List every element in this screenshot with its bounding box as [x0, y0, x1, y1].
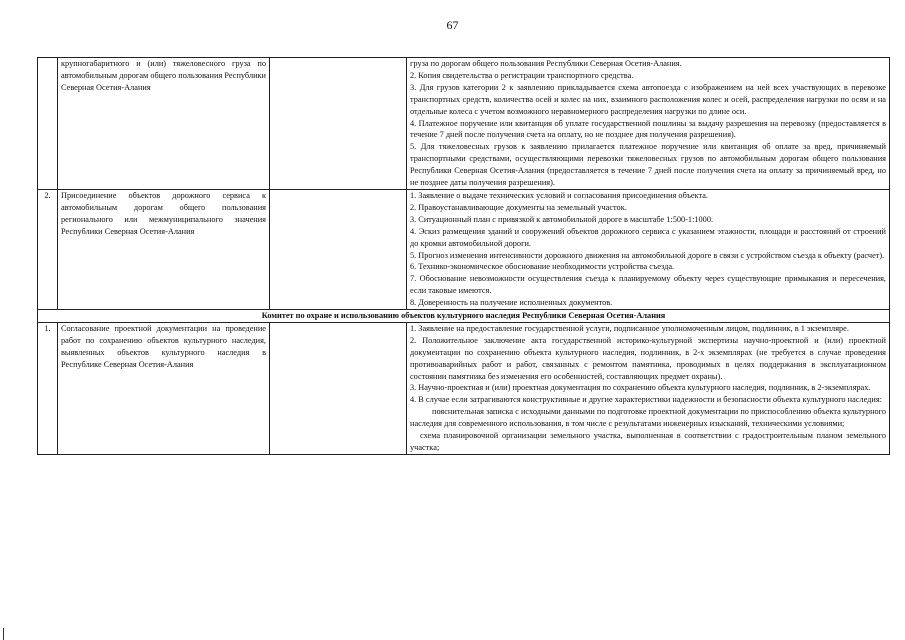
- table-row: [38, 322, 890, 454]
- document-item: 6. Технико-экономическое обоснование необходимости устройства съезда.: [410, 262, 675, 272]
- service-name: крупногабаритного и (или) тяжеловесного груза по автомобильным дорогам общего пользования Республики Северная Осетия-Алания: [58, 58, 270, 190]
- table-row: [38, 58, 890, 190]
- empty-cell: [270, 58, 407, 190]
- documents-list: [407, 189, 890, 309]
- document-item: 1. Заявление на предоставление государственной услуги, подписанное уполномоченным лицом, подлинник, в 1 экземпляре.: [410, 323, 849, 333]
- document-item: 4. Эскиз размещения зданий и сооружений объектов дорожного сервиса с указанием этажности, площади и расстояний от строений до кромки автомобильной дороги.: [410, 226, 886, 248]
- scan-edge-mark: [3, 628, 4, 640]
- table-row: [38, 189, 890, 309]
- service-name: Согласование проектной документации на проведение работ по сохранению объектов культурного наследия, выявленных объектов культурного наследия в Республике Северная Осетия-Алания: [58, 322, 270, 454]
- row-number: [38, 58, 58, 190]
- documents-list: [407, 322, 890, 454]
- row-number: 1.: [38, 322, 58, 454]
- row-number: 2.: [38, 189, 58, 309]
- services-table: [37, 57, 890, 455]
- service-name: Присоединение объектов дорожного сервиса к автомобильным дорогам общего пользования регионального или межмуниципального значения Республики Северная Осетия-Алания: [58, 189, 270, 309]
- document-item: 2. Копия свидетельства о регистрации транспортного средства.: [410, 70, 634, 80]
- document-item: пояснительная записка с исходными данными по подготовке проектной документации по приспособлению объекта культурного наследия для современного использования, в том числе с результатами инженерных изысканий, техническими условиями;: [410, 407, 886, 429]
- section-title: Комитет по охране и использованию объектов культурного наследия Республики Северная Осетия-Алания: [38, 310, 890, 323]
- document-item: 5. Прогноз изменения интенсивности дорожного движения на автомобильной дороге в связи с устройством съезда к объекту (расчет).: [410, 250, 885, 260]
- document-item: 3. Для грузов категории 2 к заявлению прикладывается схема автопоезда с изображением на ней всех участвующих в перевозке транспортных средств, количества осей и колес на них, взаимного расположения колес и осей, распределения нагрузки по осям и на отдельные колеса с учетом возможного неравномерного распределения нагрузки по длине оси.: [410, 82, 886, 116]
- document-item: схема планировочной организации земельного участка, выполненная в соответствии с градостроительным планом земельного участка;: [410, 431, 886, 452]
- document-item: 4. Платежное поручение или квитанция об уплате государственной пошлины за выдачу разрешения на перевозку (предоставляется в течение 7 дней после получения счета на оплату, но не позднее дня получения разрешения).: [410, 118, 886, 140]
- page-number: 67: [446, 18, 459, 32]
- document-item: 3. Научно-проектная и (или) проектная документация по сохранению объекта культурного наследия, подлинник, в 2-экземплярах.: [410, 383, 871, 393]
- empty-cell: [270, 322, 407, 454]
- document-item: 5. Для тяжеловесных грузов к заявлению прилагается платежное поручение или квитанция об оплате за вред, причиняемый транспортными средствами, осуществляющими перевозки тяжеловесных грузов по автомобильным дорогам общего пользования Республики Северная Осетия-Алания (предоставляется в течение 7 дней после получения счета на оплату за причиняемый вред, но не позднее даты получения разрешения).: [410, 142, 886, 188]
- document-item: 7. Обоснование невозможности осуществления съезда к планируемому объекту через существующие примыкания и пересечения, если таковые имеются.: [410, 274, 886, 296]
- document-item: 8. Доверенность на получение исполненных документов.: [410, 298, 613, 308]
- document-item: 1. Заявление о выдаче технических условий и согласования присоединения объекта.: [410, 190, 708, 200]
- document-item: груза по дорогам общего пользования Республики Северная Осетия-Алания.: [410, 59, 682, 68]
- empty-cell: [270, 189, 407, 309]
- document-item: 2. Положительное заключение акта государственной историко-культурной экспертизы научно-проектной и (или) проектной документации по сохранению объекта культурного наследия, подлинник, в 2-х экземплярах (не требуется в случае проведения противоаварийных работ и работ, связанных с ремонтом памятника, проводимых в целях поддержания в эксплуатационном состоянии памятника без изменения его особенностей, составляющих предмет охраны).: [410, 335, 886, 381]
- document-item: 3. Ситуационный план с привязкой к автомобильной дороге в масштабе 1:500-1:1000.: [410, 214, 714, 224]
- documents-list: [407, 58, 890, 190]
- document-item: 4. В случае если затрагиваются конструктивные и другие характеристики надежности и безопасности объекта культурного наследия:: [410, 395, 882, 405]
- section-header-row: [38, 310, 890, 323]
- document-item: 2. Правоустанавливающие документы на земельный участок.: [410, 202, 627, 212]
